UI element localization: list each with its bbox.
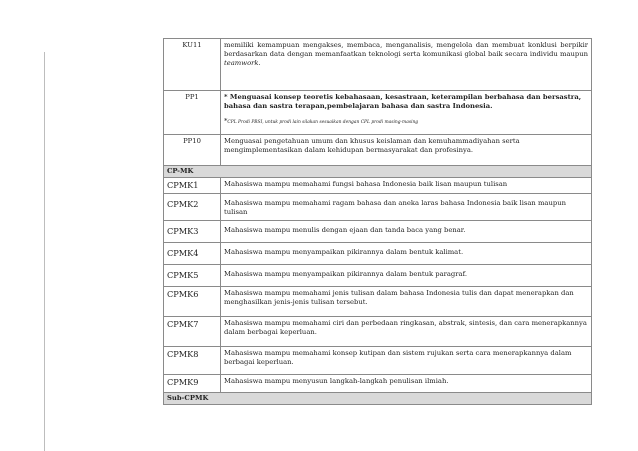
table-row xyxy=(164,39,592,91)
table-row xyxy=(164,286,592,316)
cpl-description: Menguasai pengetahuan umum dan khusus keislaman dan kemuhammadiyahan serta mengimplementasikan dalam kehidupan bermasyarakat dan profesinya. xyxy=(221,135,592,166)
cpl-code: PP10 xyxy=(164,135,221,166)
table-row xyxy=(164,135,592,166)
cpl-code: PP1 xyxy=(164,91,221,135)
section-title: Sub-CPMK xyxy=(164,392,592,404)
cpl-code: KU11 xyxy=(164,39,221,91)
cpl-description-text: * Menguasai konsep teoretis kebahasaan, kesastraan, keterampilan berbahasa dan bersastra, bahasa dan sastra terapan,pembelajaran bahasa dan sastra Indonesia. xyxy=(224,93,582,111)
cpmk-code: CPMK1 xyxy=(164,178,221,194)
footnote-text: CPL Prodi PBSI, untuk prodi lain silakan sesuaikan dengan CPL prodi masing-masing xyxy=(227,120,419,126)
section-title: CP-MK xyxy=(164,166,592,178)
cpmk-code: CPMK9 xyxy=(164,374,221,392)
cpmk-code: CPMK4 xyxy=(164,242,221,264)
cpmk-code: CPMK2 xyxy=(164,194,221,220)
table-row xyxy=(164,374,592,392)
cpmk-description: Mahasiswa mampu memahami ciri dan perbedaan ringkasan, abstrak, sintesis, dan cara menerapkannya dalam berbagai keperluan. xyxy=(221,316,592,346)
cpmk-description: Mahasiswa mampu menyampaikan pikirannya dalam bentuk paragraf. xyxy=(221,264,592,286)
page-margin-line xyxy=(44,52,45,451)
cpl-footnote xyxy=(224,117,588,126)
cpmk-description: Mahasiswa mampu memahami konsep kutipan dan sistem rujukan serta cara menerapkannya dalam berbagai keperluan. xyxy=(221,346,592,374)
cpmk-description: Mahasiswa mampu menyusun langkah-langkah penulisan ilmiah. xyxy=(221,374,592,392)
cpmk-code: CPMK5 xyxy=(164,264,221,286)
cpmk-code: CPMK8 xyxy=(164,346,221,374)
cpl-description xyxy=(221,39,592,91)
table-row xyxy=(164,264,592,286)
table-row xyxy=(164,346,592,374)
cpl-description xyxy=(221,91,592,135)
cpl-description-italic: teamwork. xyxy=(224,59,261,68)
section-header-subcpmk xyxy=(164,392,592,404)
table-row xyxy=(164,220,592,242)
cpmk-description: Mahasiswa mampu memahami ragam bahasa dan aneka laras bahasa Indonesia baik lisan maupun tulisan xyxy=(221,194,592,220)
table-row xyxy=(164,316,592,346)
cpmk-code: CPMK3 xyxy=(164,220,221,242)
footnote-marker: * xyxy=(224,117,228,126)
cpmk-description: Mahasiswa mampu memahami jenis tulisan dalam bahasa Indonesia tulis dan dapat menerapkan dan menghasilkan jenis-jenis tulisan tersebut. xyxy=(221,286,592,316)
table-row xyxy=(164,91,592,135)
cpl-description-text: memiliki kemampuan mengakses, membaca, menganalisis, mengelola dan membuat konklusi berpikir berdasarkan data dengan memanfaatkan teknologi serta komunikasi global baik secara individu maupun xyxy=(224,41,588,59)
cpl-cpmk-table xyxy=(163,38,592,405)
table-row xyxy=(164,242,592,264)
cpmk-description: Mahasiswa mampu menyampaikan pikirannya dalam bentuk kalimat. xyxy=(221,242,592,264)
cpmk-code: CPMK7 xyxy=(164,316,221,346)
cpmk-description: Mahasiswa mampu memahami fungsi bahasa Indonesia baik lisan maupun tulisan xyxy=(221,178,592,194)
cpmk-description: Mahasiswa mampu menulis dengan ejaan dan tanda baca yang benar. xyxy=(221,220,592,242)
section-header-cpmk xyxy=(164,166,592,178)
table-row xyxy=(164,194,592,220)
cpmk-code: CPMK6 xyxy=(164,286,221,316)
table-row xyxy=(164,178,592,194)
